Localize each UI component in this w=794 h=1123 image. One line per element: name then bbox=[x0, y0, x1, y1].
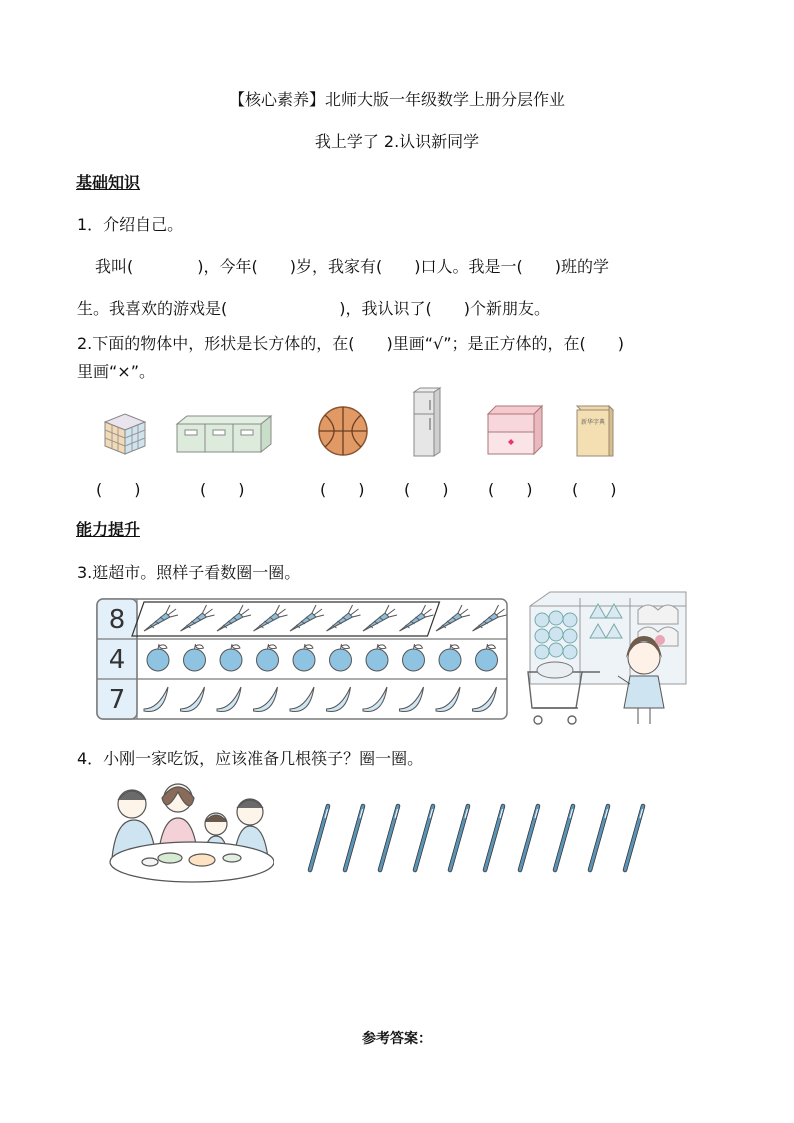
q2-line2: 里画“×”。 bbox=[77, 362, 155, 381]
refrigerator-icon bbox=[410, 386, 442, 458]
worksheet-subtitle: 我上学了 2.认识新同学 bbox=[314, 132, 480, 151]
answer-paren[interactable]: ( ) bbox=[320, 480, 365, 499]
chopstick-icon[interactable] bbox=[590, 806, 608, 870]
chopstick-icon[interactable] bbox=[450, 806, 468, 870]
row-number-banana: 7 bbox=[108, 685, 126, 715]
counting-table bbox=[96, 598, 508, 720]
chopstick-icon[interactable] bbox=[555, 806, 573, 870]
q1-title: 1．介绍自己。 bbox=[77, 215, 184, 234]
chopstick-icon[interactable] bbox=[625, 806, 643, 870]
dictionary-label: 新华字典 bbox=[580, 419, 606, 426]
worksheet-title: 【核心素养】北师大版一年级数学上册分层作业 bbox=[228, 90, 565, 109]
chopstick-icon[interactable] bbox=[345, 806, 363, 870]
section-ability-improvement: 能力提升 bbox=[76, 520, 141, 539]
answer-paren[interactable]: ( ) bbox=[96, 480, 141, 499]
chopsticks-group bbox=[300, 800, 660, 876]
supermarket-scene-illustration bbox=[520, 588, 690, 730]
chopstick-icon[interactable] bbox=[310, 806, 328, 870]
section-basic-knowledge: 基础知识 bbox=[76, 173, 141, 192]
q3-title: 3.逛超市。照样子看数圈一圈。 bbox=[77, 563, 301, 582]
answer-paren[interactable]: ( ) bbox=[572, 480, 617, 499]
dictionary-icon bbox=[573, 402, 617, 458]
row-number-carrot: 8 bbox=[108, 605, 126, 635]
basketball-icon bbox=[316, 404, 370, 458]
answer-paren[interactable]: ( ) bbox=[404, 480, 449, 499]
rubiks-cube-icon bbox=[100, 410, 150, 456]
chopstick-icon[interactable] bbox=[485, 806, 503, 870]
answer-paren[interactable]: ( ) bbox=[200, 480, 245, 499]
counting-table-svg bbox=[96, 598, 508, 720]
jewelry-box-icon bbox=[484, 404, 544, 458]
answer-paren[interactable]: ( ) bbox=[488, 480, 533, 499]
drawer-cabinet-icon bbox=[173, 414, 273, 454]
q2-line1: 2.下面的物体中，形状是长方体的，在( )里画“√”；是正方体的，在( ) bbox=[77, 334, 625, 353]
q1-line2: 生。我喜欢的游戏是( )，我认识了( )个新朋友。 bbox=[77, 299, 550, 318]
q1-line1: 我叫( )，今年( )岁，我家有( )口人。我是一( )班的学 bbox=[95, 257, 609, 276]
q4-title: 4．小刚一家吃饭，应该准备几根筷子？圈一圈。 bbox=[77, 749, 424, 768]
family-dinner-illustration bbox=[104, 778, 274, 884]
answer-key-label: 参考答案： bbox=[362, 1031, 432, 1047]
chopstick-icon[interactable] bbox=[520, 806, 538, 870]
row-number-apple: 4 bbox=[108, 645, 126, 675]
chopstick-icon[interactable] bbox=[380, 806, 398, 870]
chopstick-icon[interactable] bbox=[415, 806, 433, 870]
